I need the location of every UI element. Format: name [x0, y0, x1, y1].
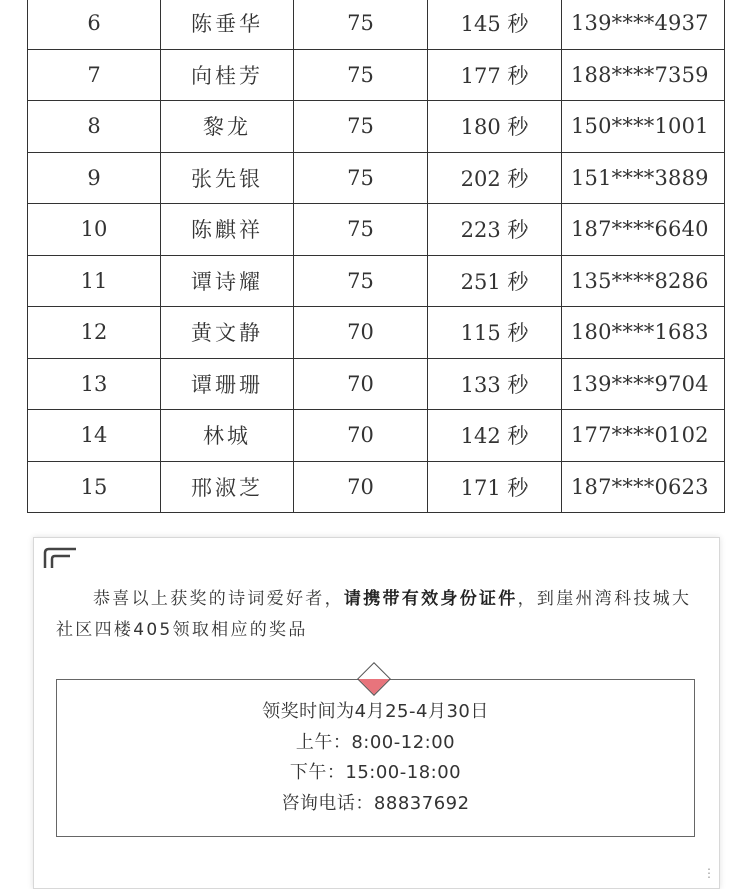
score-cell: 75 [294, 0, 428, 49]
diamond-icon [357, 662, 391, 696]
time-cell: 133 秒 [428, 358, 562, 410]
name-cell: 邢淑芝 [161, 461, 294, 513]
name-cell: 黎龙 [161, 101, 294, 153]
phone-cell: 135****8286 [562, 255, 725, 307]
table-row [28, 307, 725, 359]
table-row [28, 461, 725, 513]
rank-cell: 7 [28, 49, 161, 101]
name-cell: 谭诗耀 [161, 255, 294, 307]
corner-bracket-icon [43, 547, 77, 569]
prize-info-box [56, 679, 695, 837]
time-cell: 223 秒 [428, 204, 562, 256]
rank-cell: 12 [28, 307, 161, 359]
table-row [28, 255, 725, 307]
rank-cell: 10 [28, 204, 161, 256]
phone-cell: 187****6640 [562, 204, 725, 256]
name-cell: 张先银 [161, 152, 294, 204]
phone-cell: 177****0102 [562, 410, 725, 462]
score-cell: 75 [294, 49, 428, 101]
time-cell: 251 秒 [428, 255, 562, 307]
rank-cell: 13 [28, 358, 161, 410]
score-cell: 70 [294, 410, 428, 462]
name-cell: 林城 [161, 410, 294, 462]
table-row [28, 0, 725, 49]
score-cell: 70 [294, 307, 428, 359]
score-cell: 75 [294, 204, 428, 256]
notice-card [33, 537, 720, 889]
phone-cell: 150****1001 [562, 101, 725, 153]
time-cell: 177 秒 [428, 49, 562, 101]
notice-text-bold: 请携带有效身份证件 [343, 589, 518, 609]
rank-cell: 14 [28, 410, 161, 462]
score-cell: 70 [294, 358, 428, 410]
name-cell: 陈麒祥 [161, 204, 294, 256]
name-cell: 向桂芳 [161, 49, 294, 101]
table-row [28, 49, 725, 101]
time-cell: 202 秒 [428, 152, 562, 204]
name-cell: 谭珊珊 [161, 358, 294, 410]
table-row [28, 101, 725, 153]
phone-cell: 139****9704 [562, 358, 725, 410]
score-cell: 75 [294, 101, 428, 153]
table-row [28, 152, 725, 204]
score-cell: 75 [294, 152, 428, 204]
info-line-phone: 咨询电话：88837692 [281, 792, 470, 814]
phone-cell: 180****1683 [562, 307, 725, 359]
winners-table [27, 0, 725, 513]
name-cell: 黄文静 [161, 307, 294, 359]
phone-cell: 151****3889 [562, 152, 725, 204]
phone-cell: 187****0623 [562, 461, 725, 513]
table-row [28, 358, 725, 410]
table-body [28, 0, 725, 513]
time-cell: 115 秒 [428, 307, 562, 359]
score-cell: 70 [294, 461, 428, 513]
table-row [28, 204, 725, 256]
name-cell: 陈垂华 [161, 0, 294, 49]
notice-paragraph [56, 584, 701, 646]
info-line-morning: 上午：8:00-12:00 [295, 731, 456, 753]
notice-text-before: 恭喜以上获奖的诗词爱好者， [93, 589, 344, 609]
prize-info-lines [57, 697, 694, 819]
rank-cell: 11 [28, 255, 161, 307]
time-cell: 180 秒 [428, 101, 562, 153]
time-cell: 145 秒 [428, 0, 562, 49]
phone-cell: 139****4937 [562, 0, 725, 49]
score-cell: 75 [294, 255, 428, 307]
notice-text-after: ，到崖州湾科技城大社区四楼405领取相应的奖品 [56, 589, 692, 640]
rank-cell: 15 [28, 461, 161, 513]
time-cell: 142 秒 [428, 410, 562, 462]
corner-dots-icon: ⋮ [703, 866, 715, 880]
info-line-date: 领奖时间为4月25-4月30日 [262, 701, 489, 722]
rank-cell: 6 [28, 0, 161, 49]
info-line-afternoon: 下午：15:00-18:00 [289, 762, 462, 783]
time-cell: 171 秒 [428, 461, 562, 513]
rank-cell: 8 [28, 101, 161, 153]
phone-cell: 188****7359 [562, 49, 725, 101]
rank-cell: 9 [28, 152, 161, 204]
table-row [28, 410, 725, 462]
